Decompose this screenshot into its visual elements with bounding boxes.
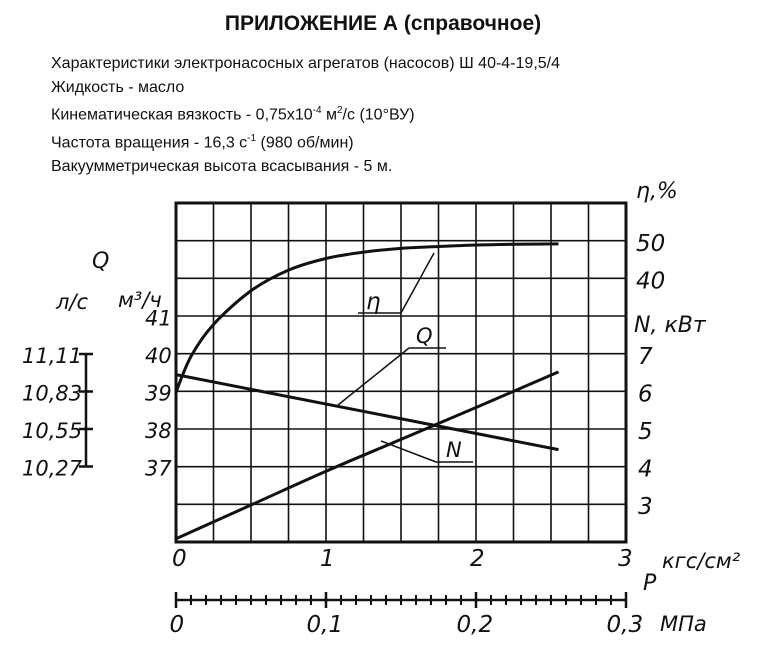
q-tick-label: 40 bbox=[145, 344, 172, 368]
q-tick-label: 39 bbox=[145, 381, 172, 406]
series-n-line bbox=[176, 372, 559, 539]
spec-line-viscosity: Кинематическая вязкость - $0,75x10^{-4}$ $м^2/с$ (10°ВУ) bbox=[51, 105, 415, 124]
mpa-tick-label: 0,1 bbox=[306, 612, 344, 638]
n-axis-ticks bbox=[638, 344, 653, 520]
series-q-line bbox=[176, 375, 559, 450]
n-tick-label: 6 bbox=[638, 381, 653, 408]
n-tick-label: 7 bbox=[638, 344, 653, 370]
n-axis-label: N, кВт bbox=[634, 313, 706, 338]
x-tick-label: 3 bbox=[618, 546, 633, 572]
q-ls-axis-unit: л/с bbox=[56, 290, 89, 314]
series-label-q-text: Q bbox=[416, 324, 433, 348]
n-tick-label: 4 bbox=[638, 456, 653, 483]
x-axis-unit: кгс/см² bbox=[662, 549, 741, 573]
q-tick-label: 37 bbox=[145, 456, 172, 481]
mpa-tick-label: 0,3 bbox=[606, 612, 644, 638]
page-heading: ПРИЛОЖЕНИЕ А (справочное) bbox=[224, 12, 542, 35]
spec-line-frequency: Частота вращения - 16,3 $с^{-1}$ (980 об/мин) bbox=[51, 132, 354, 152]
q-ls-tick-label: 10,27 bbox=[22, 456, 83, 481]
mpa-tick-label: 0 bbox=[169, 612, 185, 638]
eta-tick-label: 40 bbox=[636, 268, 666, 295]
q-ls-axis-ticks bbox=[22, 344, 93, 481]
eta-tick-label: 50 bbox=[636, 231, 666, 257]
x-tick-label: 1 bbox=[320, 546, 335, 572]
spec-line-suction: Вакуумметрическая высота всасывания - 5 м. bbox=[51, 157, 393, 175]
q-tick-label: 41 bbox=[145, 306, 172, 331]
x-axis-symbol: P bbox=[643, 571, 657, 596]
series-label-q bbox=[338, 324, 446, 405]
series-eta-curve bbox=[176, 244, 559, 392]
eta-axis-ticks bbox=[636, 231, 665, 295]
n-tick-label: 5 bbox=[638, 419, 653, 445]
q-axis-ticks bbox=[145, 307, 172, 481]
mpa-axis-unit: МПа bbox=[660, 612, 707, 636]
x-axis-ticks bbox=[172, 546, 633, 572]
q-axis-unit: м³/ч bbox=[118, 288, 162, 312]
mpa-tick-label: 0,2 bbox=[456, 612, 494, 638]
x-tick-label: 0 bbox=[172, 546, 187, 572]
q-ls-tick-label: 10,55 bbox=[22, 419, 83, 443]
series-label-eta-text: η bbox=[366, 289, 381, 315]
q-ls-tick-label: 11,11 bbox=[22, 344, 83, 368]
x-tick-label: 2 bbox=[470, 546, 485, 572]
spec-line-characteristics: Характеристики электронасосных агрегатов (насосов) Ш 40-4-19,5/4 bbox=[51, 55, 561, 72]
q-axis-symbol: Q bbox=[92, 249, 110, 274]
q-ls-tick-label: 10,83 bbox=[22, 381, 83, 406]
eta-axis-label: η,% bbox=[636, 179, 678, 204]
n-tick-label: 3 bbox=[638, 494, 653, 520]
series-label-eta bbox=[358, 253, 434, 315]
spec-line-liquid: Жидкость - масло bbox=[51, 78, 185, 96]
series-label-n-text: N bbox=[446, 438, 462, 462]
q-tick-label: 38 bbox=[145, 419, 172, 443]
